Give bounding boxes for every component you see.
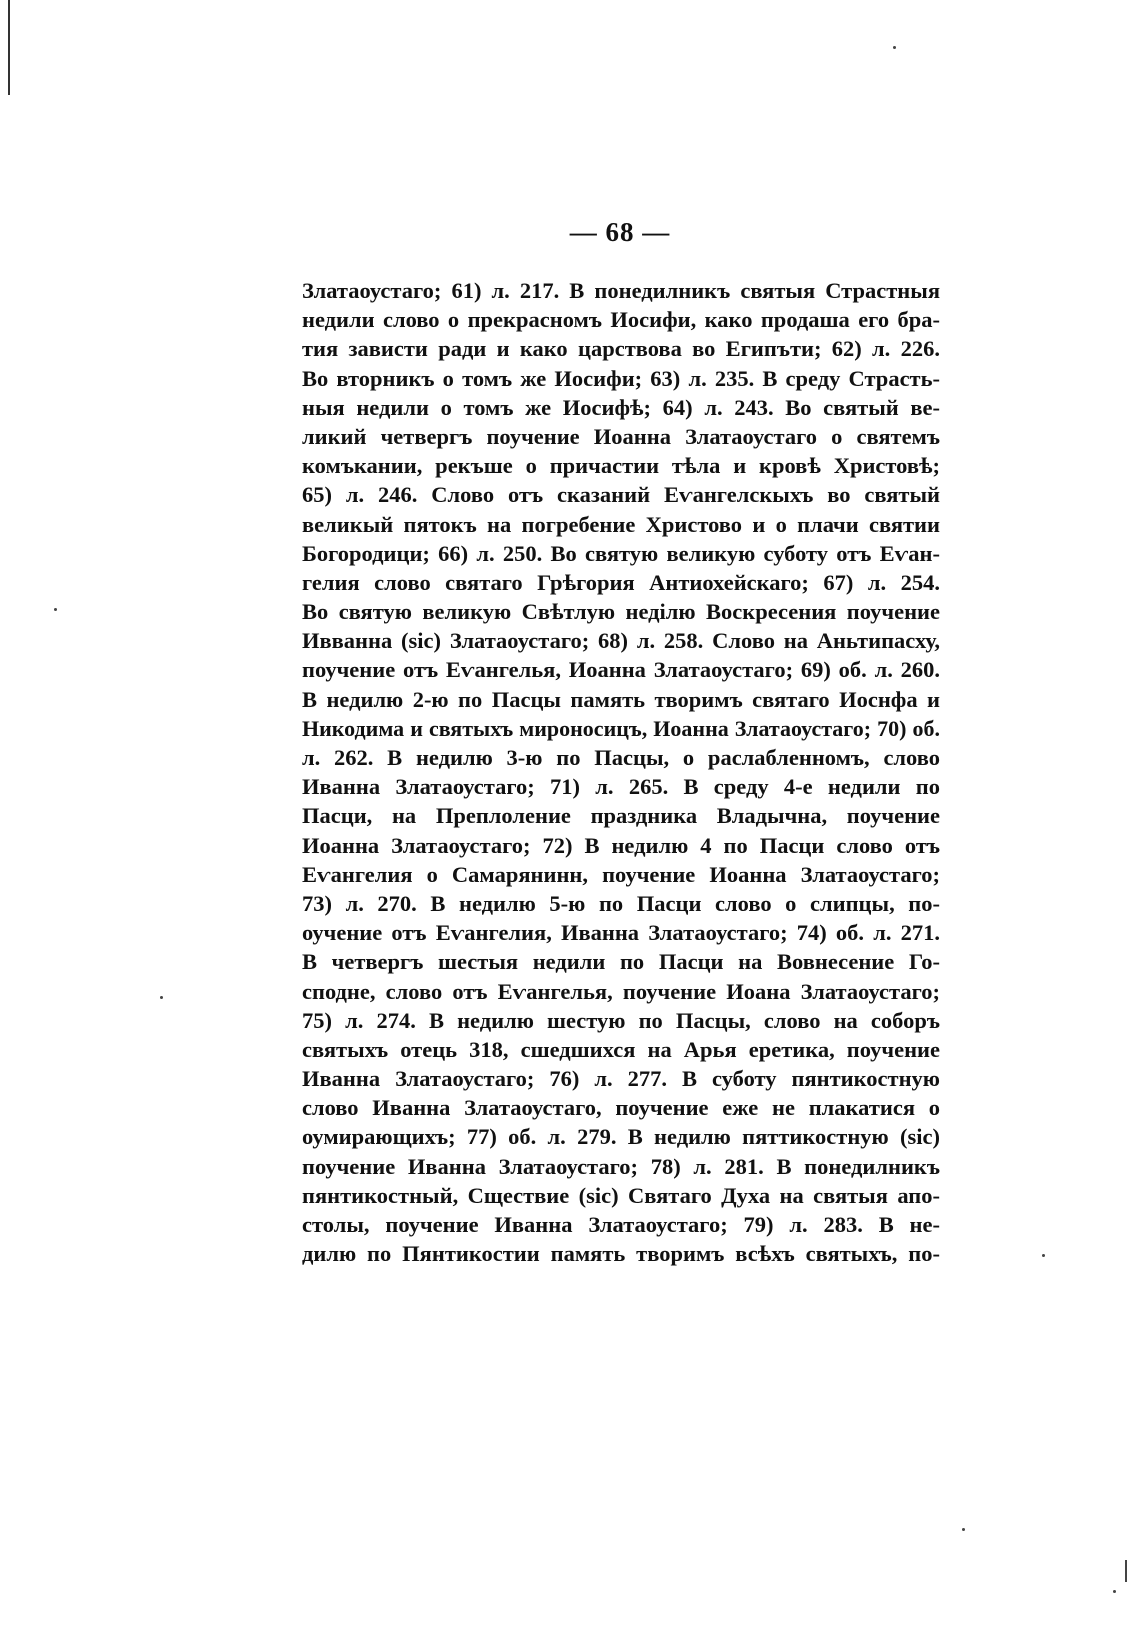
text-line: поучение Иванна Златаоустаго; 78) л. 281. В понедилникъ [302,1153,940,1179]
text-line: 75) л. 274. В недилю шестую по Пасцы, слово на соборъ [302,1007,940,1033]
text-line: В недилю 2-ю по Пасцы память творимъ святаго Иоснфа и [302,686,940,712]
text-line: Иванна Златаоустаго; 76) л. 277. В суботу пянтикостную [302,1066,940,1092]
text-line: Во вторникъ о томъ же Иосифи; 63) л. 235. В среду Страсть- [302,365,940,391]
text-line: ныя недили о томъ же Иосифѣ; 64) л. 243. Во святый ве- [302,394,940,420]
text-line: Никодима и святыхъ мироносицъ, Иоанна Златаоустаго; 70) об. [302,715,940,741]
page-number: — 68 — [569,217,671,247]
text-line: тия зависти ради и како царствова во Египъти; 62) л. 226. [302,336,940,362]
text-line: сподне, слово отъ Еѵангелья, поучение Иоана Златаоустаго; [302,978,940,1004]
scan-speck [1125,1560,1127,1582]
text-line: Ивванна (sic) Златаоустаго; 68) л. 258. Слово на Аньтипасху, [302,628,940,654]
scan-speck [962,1528,965,1531]
text-line: столы, поучение Иванна Златаоустаго; 79) л. 283. В не- [302,1212,940,1237]
text-line: Богородици; 66) л. 250. Во святую великую суботу отъ Еѵан- [302,540,940,566]
scan-left-edge-line [8,0,10,95]
text-line: В четвергъ шестыя недили по Пасци на Вовнесение Го- [302,949,940,975]
text-line: оумирающихъ; 77) об. л. 279. В недилю пяттикостную (sic) [302,1124,940,1150]
text-line: недили слово о прекрасномъ Иосифи, како продаша его бра- [302,307,940,333]
text-line: Еѵангелия о Самарянинн, поучение Иоанна Златаоустаго; [302,861,940,887]
scan-speck [54,608,57,611]
text-line: Во святую великую Свѣтлую неділю Воскресения поучение [302,599,940,625]
scan-speck [1113,1590,1116,1593]
scan-speck [893,46,896,49]
scan-speck [1042,1254,1045,1257]
text-line: 65) л. 246. Слово отъ сказаний Еѵангелскыхъ во святый [302,482,940,508]
scan-speck [160,996,163,999]
text-line: великый пятокъ на погребение Христово и о плачи святии [302,511,940,537]
text-line: слово Иванна Златаоустаго, поучение еже не плакатися о [302,1095,940,1121]
text-line: ликий четвергъ поучение Иоанна Златаоустаго о святемъ [302,423,940,449]
text-line: поучение отъ Еѵангелья, Иоанна Златаоустаго; 69) об. л. 260. [302,657,940,683]
text-line: пянтикостный, Сществие (sic) Святаго Духа на святыя апо- [302,1182,940,1208]
body-text [302,276,940,1268]
text-line: дилю по Пянтикостии память творимъ всѣхъ святыхъ, по- [302,1241,940,1267]
text-line: комъкании, рекъше о причастии тѣла и кровѣ Христовѣ; [302,453,940,479]
text-line: Иванна Златаоустаго; 71) л. 265. В среду 4-е недили по [302,774,940,800]
text-line: оучение отъ Еѵангелия, Иванна Златаоустаго; 74) об. л. 271. [302,920,940,946]
text-line: 73) л. 270. В недилю 5-ю по Пасци слово о слипцы, по- [302,890,940,916]
text-line: святыхъ отець 318, сшедшихся на Арья еретика, поучение [302,1036,940,1062]
text-line: Златаоустаго; 61) л. 217. В понедилникъ святыя Страстныя [302,278,940,303]
text-line: Иоанна Златаоустаго; 72) В недилю 4 по Пасци слово отъ [302,832,940,858]
text-line: Пасци, на Преплоление праздника Владычна, поучение [302,803,940,829]
text-line: гелия слово святаго Грѣгория Антиохейскаго; 67) л. 254. [302,569,940,595]
text-line: л. 262. В недилю 3-ю по Пасцы, о раслабленномъ, слово [302,745,940,770]
